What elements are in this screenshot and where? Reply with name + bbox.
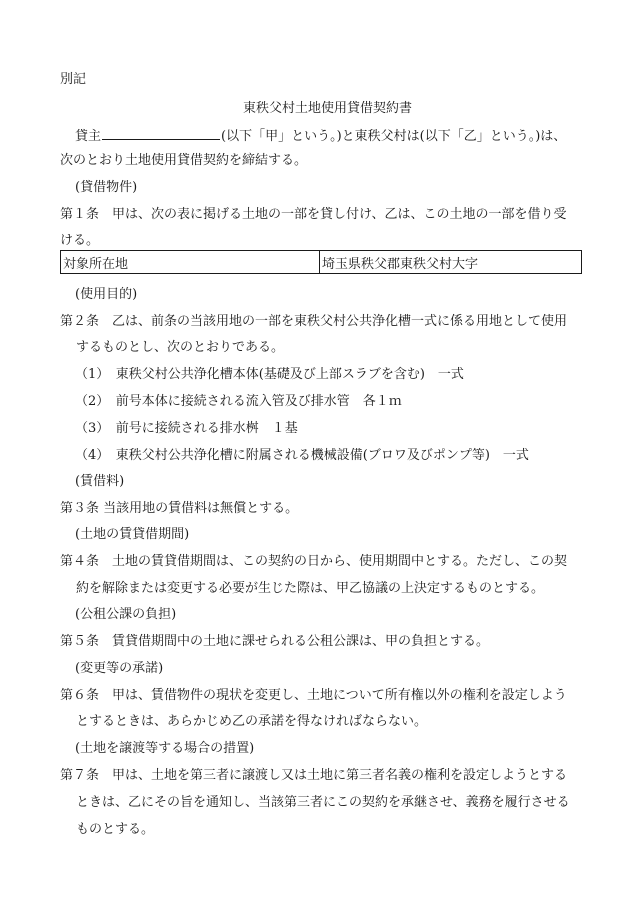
appendix-label: 別記 (60, 72, 87, 87)
article-7-line-2: ときは、乙にその旨を通知し、当該第三者にこの契約を承継させ、義務を履行させる (76, 795, 570, 810)
preamble-line-2: 次のとおり土地使用貸借契約を締結する。 (60, 153, 308, 168)
lessor-label: 貸主 (75, 129, 102, 144)
article-2-line-1: 第２条 乙は、前条の当該用地の一部を東秩父村公共浄化槽一式に係る用地として使用 (60, 314, 568, 329)
article-7-line-1: 第７条 甲は、土地を第三者に譲渡し又は土地に第三者名義の権利を設定しようとする (60, 768, 568, 783)
article-6-line-1: 第６条 甲は、賃借物件の現状を変更し、土地について所有権以外の権利を設定しよう (60, 688, 567, 703)
article-1-heading: (貸借物件) (75, 180, 138, 195)
property-label-cell: 対象所在地 (61, 251, 320, 274)
article-3-line-1: 第３条 当該用地の賃借料は無償とする。 (60, 501, 299, 516)
property-value-cell: 埼玉県秩父郡東秩父村大字 (320, 251, 582, 274)
table-row (61, 251, 582, 274)
document-title: 東秩父村土地使用貸借契約書 (242, 101, 412, 116)
article-2-heading: (使用目的) (75, 287, 138, 302)
article-2-line-2: するものとし、次のとおりである。 (76, 340, 285, 355)
article-1-line-1: 第１条 甲は、次の表に掲げる土地の一部を貸し付け、乙は、この土地の一部を借り受 (60, 207, 567, 222)
article-1-line-2: ける。 (60, 233, 100, 248)
lessor-name-blank (102, 127, 220, 140)
article-3-heading: (賃借料) (75, 474, 125, 489)
article-4-line-2: 約を解除または変更する必要が生じた際は、甲乙協議の上決定するものとする。 (76, 581, 545, 596)
article-6-line-2: とするときは、あらかじめ乙の承諾を得なければならない。 (76, 714, 428, 729)
preamble-line-1 (75, 127, 566, 145)
preamble-line-1-rest: (以下「甲」という。)と東秩父村は(以下「乙」という。)は、 (221, 129, 567, 144)
property-table (60, 250, 582, 274)
article-7-line-3: ものとする。 (76, 822, 155, 837)
article-2-item-3: （3） 前号に接続される排水桝 １基 (75, 421, 298, 436)
article-7-heading: (土地を譲渡等する場合の措置) (75, 741, 255, 756)
article-2-item-1: （1） 東秩父村公共浄化槽本体(基礎及び上部スラブを含む) 一式 (75, 367, 464, 382)
article-4-heading: (土地の賃貸借期間) (75, 527, 190, 542)
article-5-heading: (公租公課の負担) (75, 607, 177, 622)
article-2-item-2: （2） 前号本体に接続される流入管及び排水管 各１ｍ (75, 394, 402, 409)
article-5-line-1: 第５条 賃貸借期間中の土地に課せられる公租公課は、甲の負担とする。 (60, 634, 490, 649)
article-2-item-4: （4） 東秩父村公共浄化槽に附属される機械設備(ブロワ及びポンプ等) 一式 (75, 448, 529, 463)
article-4-line-1: 第４条 土地の賃貸借期間は、この契約の日から、使用期間中とする。ただし、この契 (60, 554, 568, 569)
article-6-heading: (変更等の承諾) (75, 661, 164, 676)
